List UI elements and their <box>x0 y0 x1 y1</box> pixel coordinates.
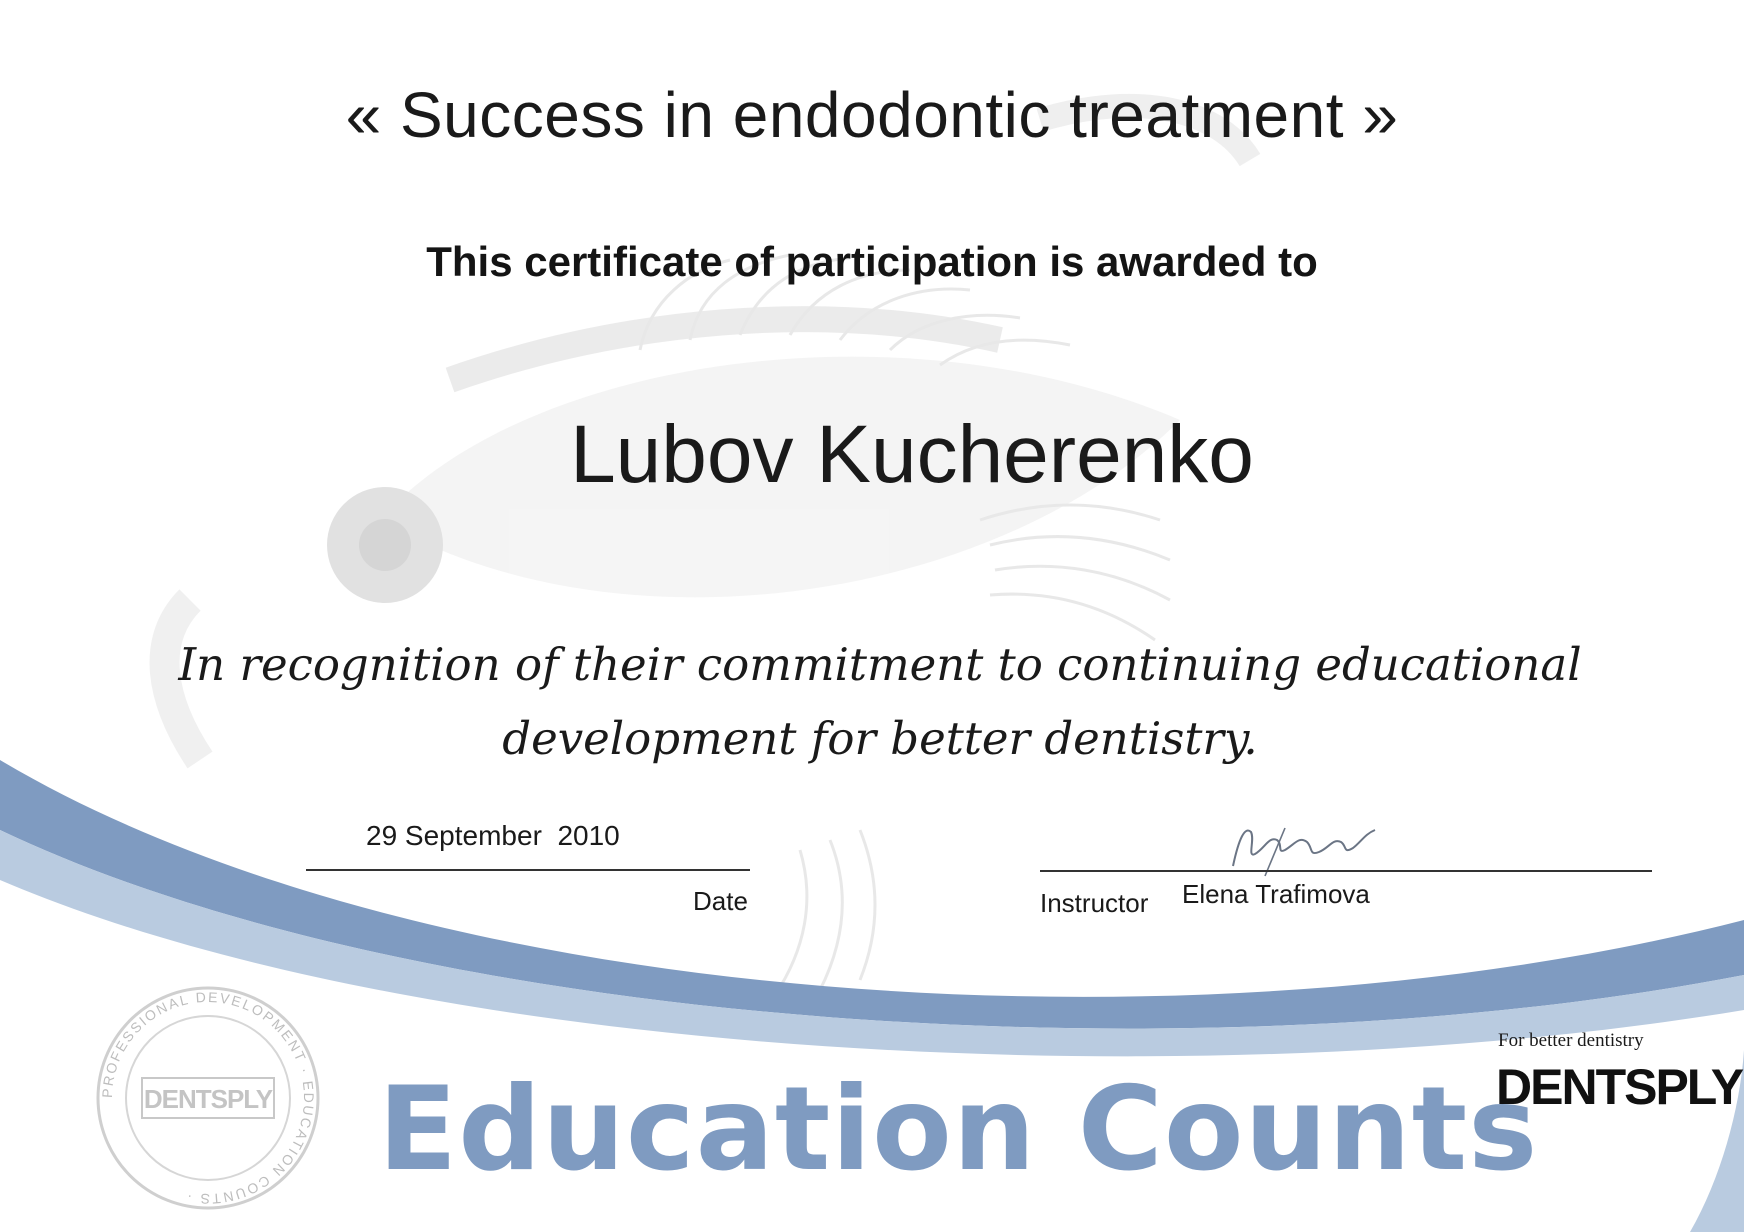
course-title: « Success in endodontic treatment » <box>345 79 1399 151</box>
dentsply-logo: DENTSPLY <box>1496 1059 1743 1115</box>
education-counts-logo: Education Counts <box>378 1062 1539 1197</box>
instructor-name: Elena Trafimova <box>1182 879 1370 909</box>
date-value: 29 September 2010 <box>366 820 620 851</box>
recognition-line-1: In recognition of their commitment to continuing educational <box>178 638 1582 691</box>
embossed-seal <box>92 982 324 1214</box>
recognition-line-2: development for better dentistry. <box>502 712 1258 765</box>
brand-tagline: For better dentistry <box>1498 1030 1644 1051</box>
date-signature-line <box>306 869 750 871</box>
svg-text:PROFESSIONAL DEVELOPMENT · EDU: PROFESSIONAL DEVELOPMENT · EDUCATION COUNTS · <box>98 988 318 1208</box>
certificate-subtitle: This certificate of participation is awarded to <box>426 238 1318 285</box>
instructor-signature-line <box>1040 870 1652 872</box>
recipient-name: Lubov Kucherenko <box>570 409 1254 500</box>
recognition-statement <box>130 628 1630 776</box>
svg-text:DENTSPLY: DENTSPLY <box>143 1084 273 1114</box>
instructor-signature <box>1225 818 1385 878</box>
instructor-label: Instructor <box>1040 888 1149 918</box>
date-label: Date <box>693 886 748 916</box>
